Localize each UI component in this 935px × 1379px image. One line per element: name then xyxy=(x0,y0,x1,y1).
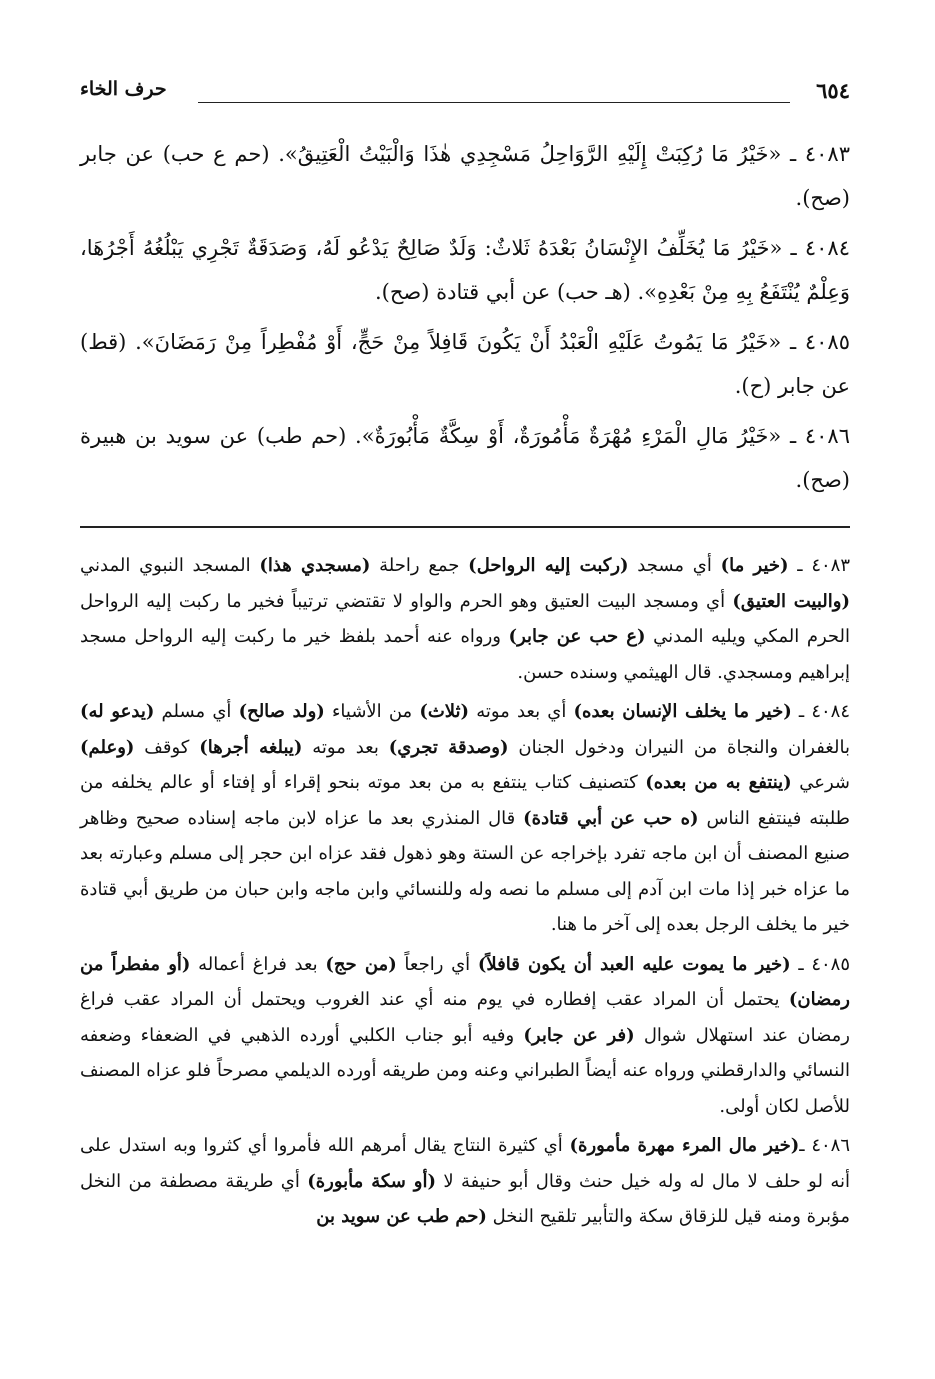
commentary-4085: ٤٠٨٥ ـ (خير ما يموت عليه العبد أن يكون قافلاً) أي راجعاً (من حج) بعد فراغ أعماله (أو مفطراً من رمضان) يحتمل أن المراد عقب إفطاره في يوم منه أي عند الغروب ويحتمل أن المراد عقب فراغ رمضان عند استهلال شوال (فر عن جابر) وفيه أبو جناب الكلبي أورده الذهبي في الضعفاء وضعفه النسائي والدارقطني ورواه عنه أيضاً الطبراني وعنه ومن طريقه أورده الديلمي مصرحاً فلو عزاه المصنف للأصل لكان أولى. xyxy=(80,953,850,1117)
header-rule xyxy=(198,102,790,103)
commentary-4084: ٤٠٨٤ ـ (خير ما يخلف الإنسان بعده) أي بعد موته (ثلاث) من الأشياء (ولد صالح) أي مسلم (يدعو له) بالغفران والنجاة من النيران ودخول الجنان (وصدقة تجري) بعد موته (يبلغه أجرها) كوقف (وعلم) شرعي (ينتفع به من بعده) كتصنيف كتاب ينتفع به من بعد موته بنحو إقراء أو إفتاء أو عالم يخلفه من طلبته فينتفع الناس (ه حب عن أبي قتادة) قال المنذري بعد ما عزاه لابن ماجه إسناده صحيح وظاهر صنيع المصنف أن ابن ماجه تفرد بإخراجه عن الستة وهو ذهول فقد عزاه ابن حجر إلى مسلم وعبارته بعد ما عزاه خبر إذا مات ابن آدم إلى مسلم ما نصه وله وللنسائي وابن ماجه وابن حبان من طريق أبي قتادة خير ما يخلف الرجل بعده إلى آخر ما هنا. xyxy=(80,701,851,935)
book-page xyxy=(80,70,850,1360)
commentary-list xyxy=(80,548,850,1235)
hadith-4084: ٤٠٨٤ ـ «خَيْرُ مَا يُخَلِّفُ الإِنْسَانُ بَعْدَهُ ثَلاثٌ: وَلَدٌ صَالِحٌ يَدْعُو لَهُ، وَصَدَقَةٌ تَجْرِي يَبْلُغُهُ أَجْرُهَا، وَعِلْمٌ يُنْتَفَعُ بِهِ مِنْ بَعْدِهِ». (هـ حب) عن أبي قتادة (صح). xyxy=(80,236,850,304)
hadith-4086: ٤٠٨٦ ـ «خَيْرُ مَالِ الْمَرْءِ مُهْرَةٌ مَأْمُورَةٌ، أَوْ سِكَّةٌ مَأْبُورَةٌ». (حم طب) عن سويد بن هبيرة (صح). xyxy=(80,424,850,492)
page-number: ٦٥٤ xyxy=(808,78,850,103)
chapter-title: حرف الخاء xyxy=(80,78,175,100)
hadith-4083: ٤٠٨٣ ـ «خَيْرُ مَا رُكِبَتْ إِلَيْهِ الرَّوَاحِلُ مَسْجِدِي هٰذَا وَالْبَيْتُ الْعَتِيقُ». (حم ع حب) عن جابر (صح). xyxy=(80,142,850,210)
hadith-list xyxy=(80,132,850,502)
commentary-4083: ٤٠٨٣ ـ (خير ما) أي مسجد (ركبت إليه الرواحل) جمع راحلة (مسجدي هذا) المسجد النبوي المدني (والبيت العتيق) أي ومسجد البيت العتيق وهو الحرم والواو لا تقتضي ترتيباً فخير ما ركبت إليه الرواحل الحرم المكي ويليه المدني (ع حب عن جابر) ورواه عنه أحمد بلفظ خير ما ركبت إليه الرواحل مسجد إبراهيم ومسجدي. قال الهيثمي وسنده حسن. xyxy=(80,555,850,683)
page-header xyxy=(80,70,850,110)
commentary-4086: ٤٠٨٦ ـ(خير مال المرء مهرة مأمورة) أي كثيرة النتاج يقال أمرهم الله فأمروا أي كثروا وبه استدل على أنه لو حلف لا مال له وله خيل حنث وقال أبو حنيفة لا (أو سكة مأبورة) أي طريقة مصطفة من النخل مؤبرة ومنه قيل للزقاق سكة والتأبير تلقيح النخل (حم طب عن سويد بن xyxy=(80,1135,851,1227)
footnote-separator xyxy=(80,526,850,528)
hadith-4085: ٤٠٨٥ ـ «خَيْرُ مَا يَمُوتُ عَلَيْهِ الْعَبْدُ أَنْ يَكُونَ قَافِلاً مِنْ حَجٍّ، أَوْ مُفْطِراً مِنْ رَمَضَانَ». (قط) عن جابر (ح). xyxy=(80,330,850,398)
